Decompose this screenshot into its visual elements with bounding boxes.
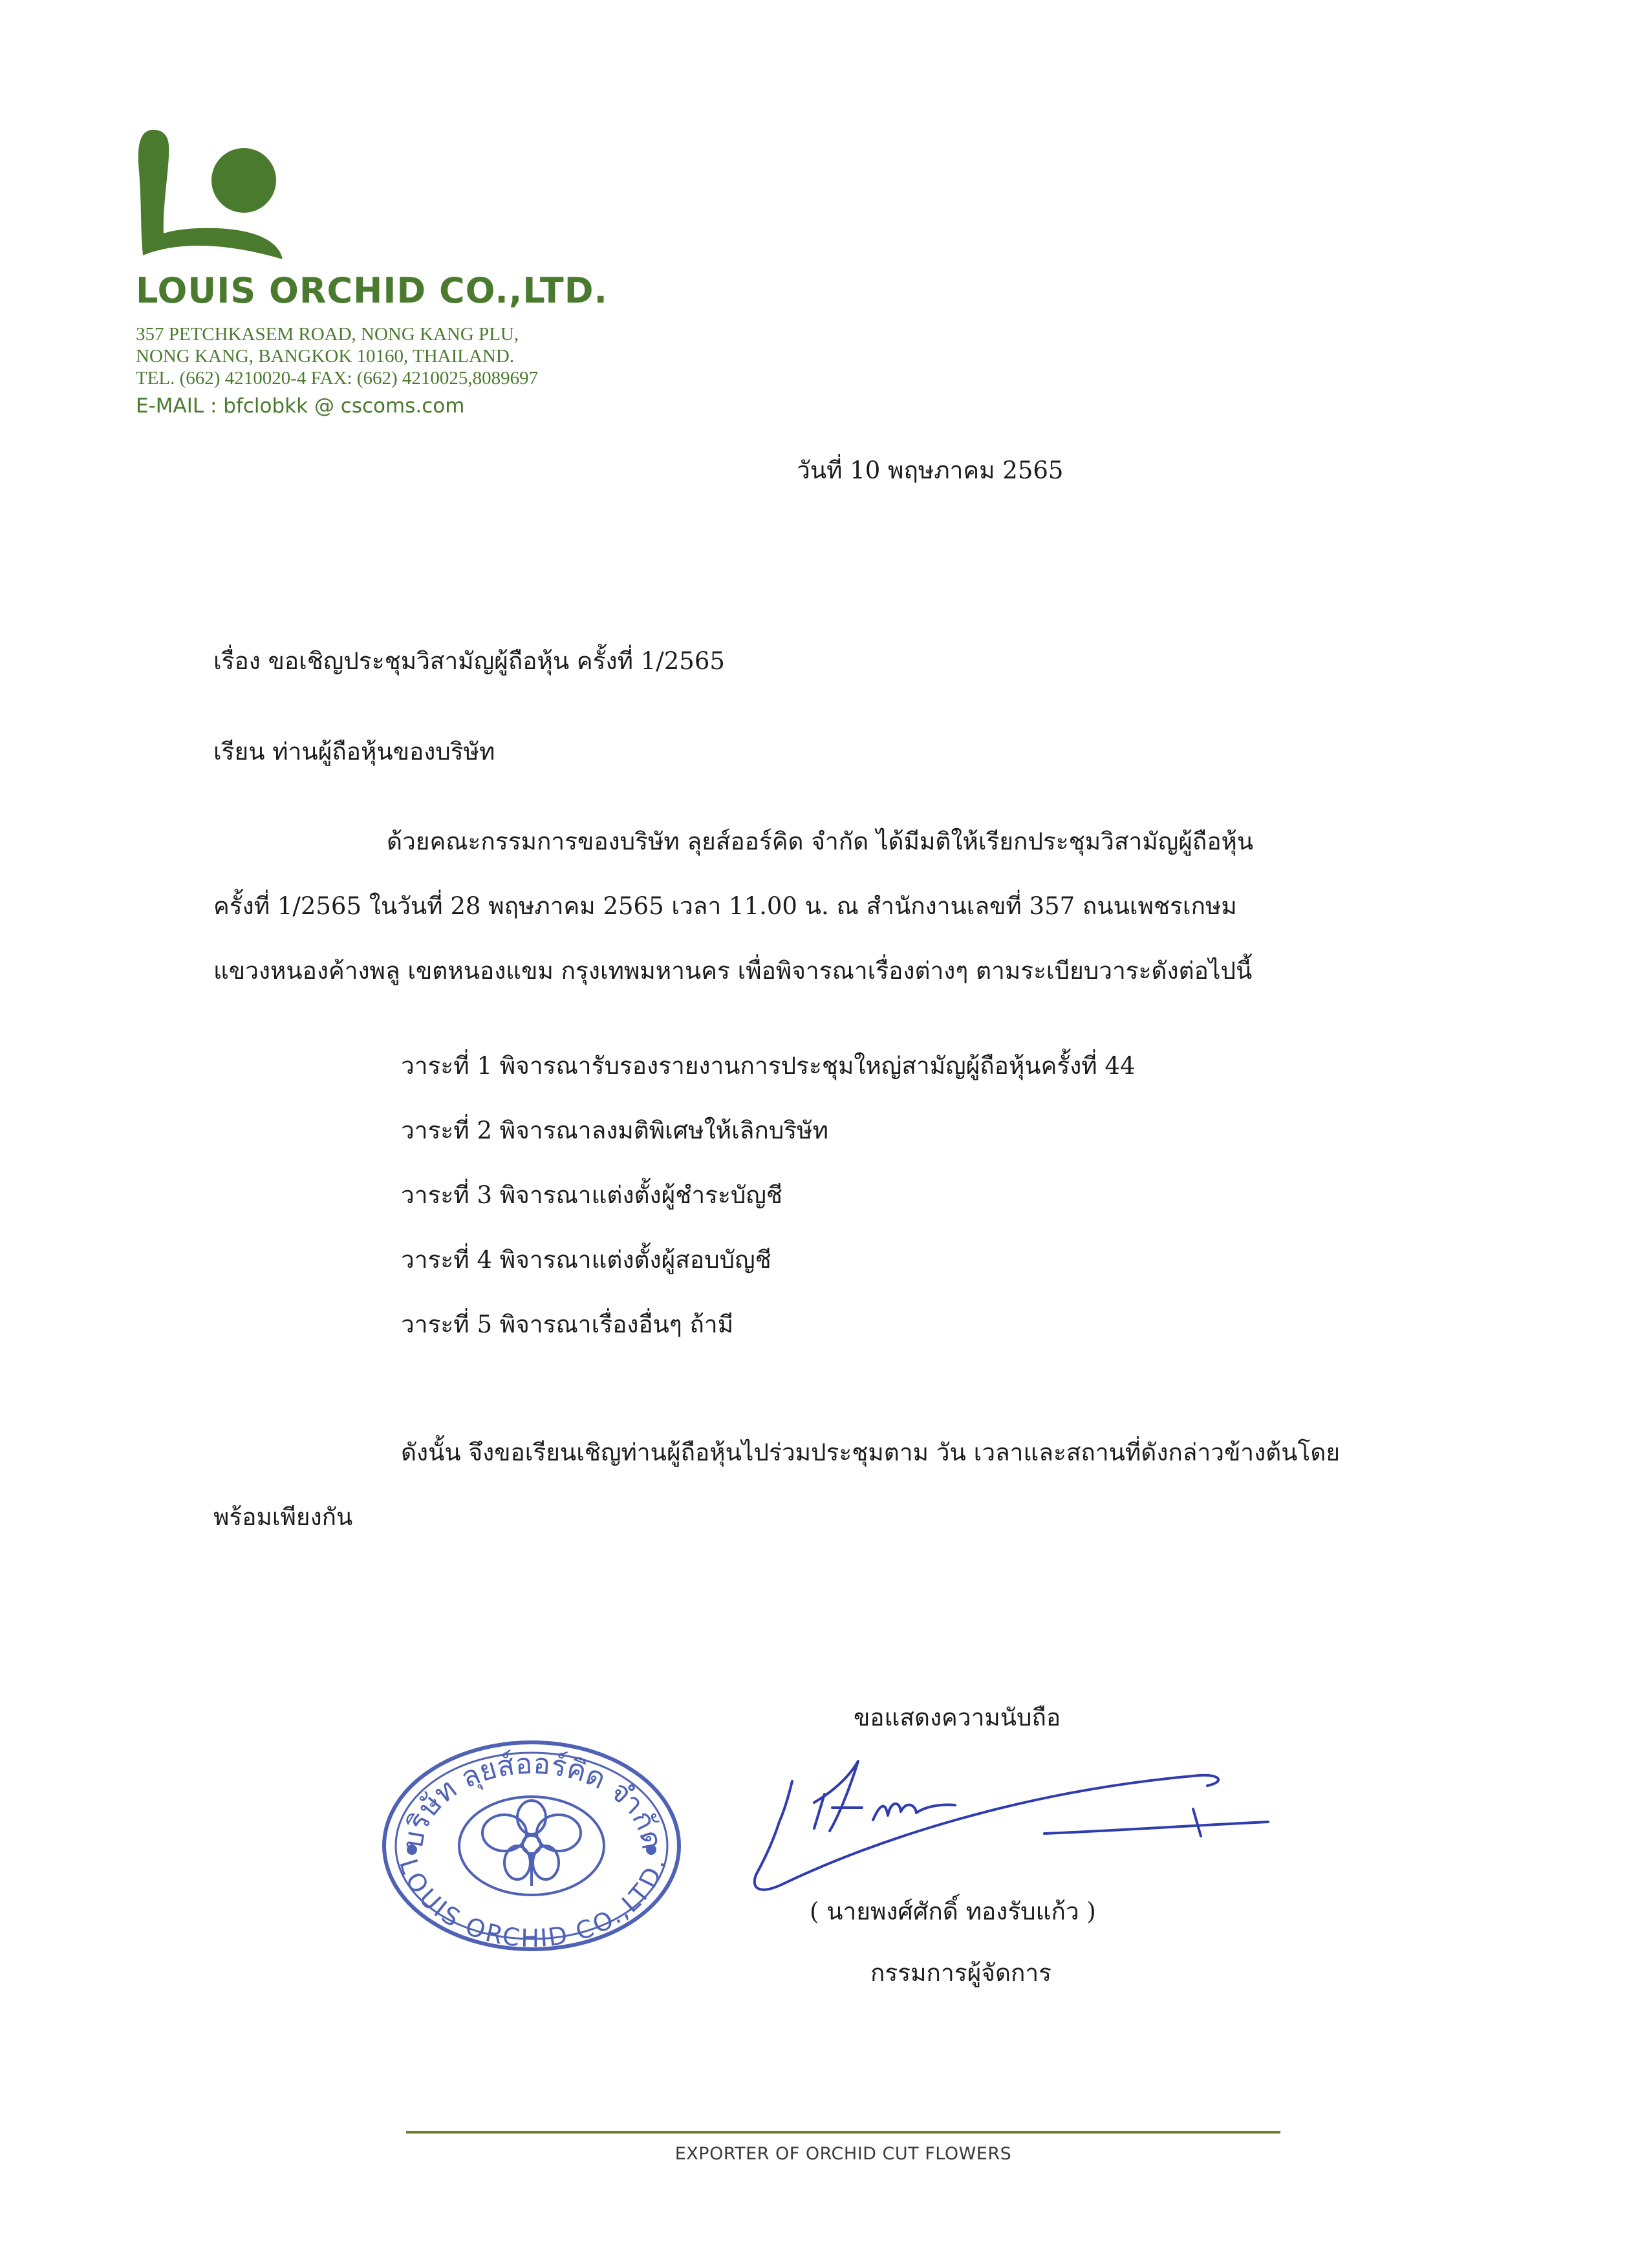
logo-green-dot <box>211 148 276 213</box>
signer-position: กรรมการผู้จัดการ <box>870 1959 1052 1987</box>
letter-subject: เรื่อง ขอเชิญประชุมวิสามัญผู้ถือหุ้น ครั้งที่ 1/2565 <box>213 647 725 675</box>
letter-closing: ขอแสดงความนับถือ <box>854 1704 1061 1731</box>
stamp-orchid-icon <box>482 1801 581 1886</box>
company-email: E-MAIL : bfclobkk @ cscoms.com <box>136 394 465 418</box>
agenda-item-1: วาระที่ 1 พิจารณารับรองรายงานการประชุมใหญ่สามัญผู้ถือหุ้นครั้งที่ 44 <box>401 1052 1136 1080</box>
signer-name: ( นายพงศ์ศักดิ์ ทองรับแก้ว ) <box>810 1898 1096 1925</box>
paragraph-1-line-1: ด้วยคณะกรรมการของบริษัท ลุยส์ออร์คิด จำกัด ได้มีมติให้เรียกประชุมวิสามัญผู้ถือหุ้น <box>387 828 1254 855</box>
paragraph-2-line-2: พร้อมเพียงกัน <box>213 1503 353 1531</box>
agenda-item-5: วาระที่ 5 พิจารณาเรื่องอื่นๆ ถ้ามี <box>401 1311 734 1338</box>
letter-date: วันที่ 10 พฤษภาคม 2565 <box>797 456 1064 484</box>
stamp-english-text: LOUIS ORCHID CO.,LTD. <box>394 1855 671 1953</box>
paragraph-1-line-2: ครั้งที่ 1/2565 ในวันที่ 28 พฤษภาคม 2565 เวลา 11.00 น. ณ สำนักงานเลขที่ 357 ถนนเพชรเกษม <box>213 892 1237 920</box>
stamp-thai-text: บริษัท ลุยส์ออร์คิด จำกัด <box>396 1747 669 1852</box>
footer-tagline: EXPORTER OF ORCHID CUT FLOWERS <box>674 2144 1012 2164</box>
handwritten-signature <box>747 1746 1277 1914</box>
company-name: LOUIS ORCHID CO.,LTD. <box>136 270 609 311</box>
agenda-item-2: วาระที่ 2 พิจารณาลงมติพิเศษให้เลิกบริษัท <box>401 1117 828 1144</box>
signature-main-stroke <box>755 1775 1218 1890</box>
signature-scribble <box>873 1804 955 1820</box>
signature-letter-loop <box>814 1761 862 1831</box>
paragraph-2-line-1: ดังนั้น จึงขอเรียนเชิญท่านผู้ถือหุ้นไปร่วมประชุมตาม วัน เวลาและสถานที่ดังกล่าวข้างต้นโดย <box>401 1439 1341 1466</box>
signature-cross-stroke <box>1193 1809 1201 1836</box>
agenda-item-4: วาระที่ 4 พิจารณาแต่งตั้งผู้สอบบัญชี <box>401 1246 771 1274</box>
company-seal-stamp <box>378 1736 685 1956</box>
company-logo <box>133 126 288 265</box>
company-address-line-1: 357 PETCHKASEM ROAD, NONG KANG PLU, <box>136 324 519 345</box>
company-address-line-2: NONG KANG, BANGKOK 10160, THAILAND. <box>136 346 515 367</box>
company-contact-line: TEL. (662) 4210020-4 FAX: (662) 4210025,8089697 <box>136 368 539 389</box>
signature-tail-line <box>1044 1822 1268 1834</box>
paragraph-1-line-3: แขวงหนองค้างพลู เขตหนองแขม กรุงเทพมหานคร เพื่อพิจารณาเรื่องต่างๆ ตามระเบียบวาระดังต่อไปนี้ <box>213 957 1253 985</box>
footer-divider <box>406 2131 1280 2134</box>
agenda-item-3: วาระที่ 3 พิจารณาแต่งตั้งผู้ชำระบัญชี <box>401 1181 783 1209</box>
letter-salutation: เรียน ท่านผู้ถือหุ้นของบริษัท <box>213 738 495 765</box>
